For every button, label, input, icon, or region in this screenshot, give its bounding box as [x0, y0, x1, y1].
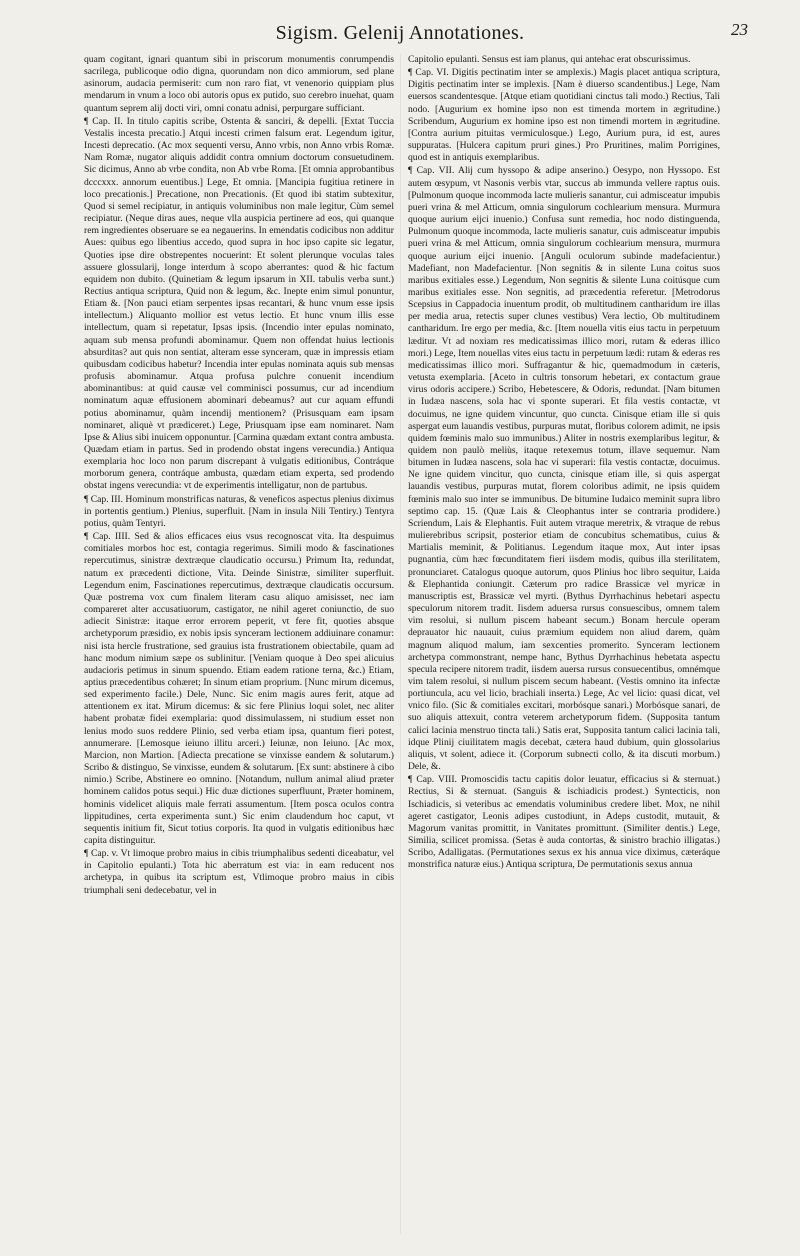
paragraph: ¶ Cap. III. Hominum monstrificas naturas, & veneficos aspectus plenius diximus in portentis gentium.) Plenius, superfluit. [Nam in insula Nili Tentiry.) Tentyra potius, quàm Tentyri.	[84, 493, 394, 529]
column-gutter	[400, 54, 401, 1234]
page-number: 23	[731, 20, 748, 39]
left-column	[84, 54, 394, 897]
paragraph: ¶ Cap. IIII. Sed & alios efficaces eius vsus recognoscat vita. Ita despuimus comitiales morbos hoc est, contagia regerimus. Simili modo & fascinationes repercutimus, sinistræ dextræque claudicatio occursu.) Primum Ita, redundat, natum ex præcedenti dictione, Vita. Deinde Sinistræ, similiter superfluit. Legendum enim, Fascinationes repercutimus, dextræque claudicatis occursum. Quæ postrema vox cum finalem literam casu aliquo amisisset, nec iam compareret alter accusatiuorum, castigator, ne nihil ageret coniunctio, de suo adiecit Sinistræ: itaque error errorem peperit, vt fere fit, quoties absque archetyporum præsidio, ex nobis ipsis synceram lectionem addiuinare conamur: nisi ista hercle frustratione, sed grauius ista frustrationem obiectabile, quam ad hanc modum nimium sæpe os sublinitur. [Veniam quoque à Deo spei alicuius audacioris petimus in sinum spuendo. Etiam eadem ratione terna, &c.) Etiam, aptius præcedentibus cohæret; In sinum etiam proprium. [Nunc mirum dicemus, sed experimento facile.) Dele, Nunc. Sic enim magis aures ferit, atque ad attentionem ex itat. Mirum dicemus: & sic fere Plinius loqui solet, nec aliter habent probatæ fidei exemplaria: quod dissimulassem, ni studium esset non lenius modo suos reddere Plinio, sed verba etiam ipsa, quantum fieri potest, annumerare. [Lemosque ieiuno illitu arceri.) Ieiunæ, non Ieiuno. [Ac mox, Marcion, non Martion. [Adiecta precatione se vinxisse eandem & solutarum.) Scribo & distinguo, Se vinxisse, eundem & solutarum. [Ex sunt: abstinere à cibo nimio.) Scribe, Abstinere eo omnino. [Notandum, nullum animal aliud præter hominem calidos potus sequi.) Hic duæ dictiones superfluunt, Præter hominem, hominis videlicet aliquis male ferrati assumentum. [Item posca oculos contra lippitudines, certa experimenta sunt.) Sic enim claudendum hoc caput, vt sequentis initium fit, Sicut totius corporis. Ita quod in vulgatis editionibus hæc capita distinguitur.	[84, 531, 394, 846]
page-header	[60, 18, 748, 52]
running-title: Sigism. Gelenij Annotationes.	[275, 22, 525, 44]
right-column	[408, 54, 720, 871]
paragraph: ¶ Cap. VII. Alij cum hyssopo & adipe anserino.) Oesypo, non Hyssopo. Est autem œsypum, vt Nasonis verbis vtar, succus ab immunda vellere raptus ouis. [Pulmonum quoque incommoda lacte mulieris sanantur, cui admisceatur impubis pueri vrina & mel Atticum, omnia singulorum cochlearium mensura. Murmura quoque aurium eijci inuenio.) Confusa sunt remedia, hoc nodo distinguenda, Pulmonum quoque incommoda, lacte mulieris sanatur, cuis admisceatur impubis pueri vrina & mel Atticum, omnia singulorum cochlearium mensura, murmura quoque aurium eijci inuenio. [Anguli oculorum subinde madefacientur.) Madefiant, non Madefacientur. [Non segnitis & in silente Luna coitus suos maribus exitiales esse.) Legendum, Non segnitis & silente Luna coitúsque cum maribus exitiales esse. Non segnitis, ad præcedentia referetur. [Metrodorus Scepsius in Cappadocia inuentum prodit, ob multitudinem cantharidum ire illas per media arua, retectis super clunes vestibus) Vera lectio, Ob multitudinem cantharidum. Ire ergo per media, &c. [Item nouella vitis eius tactu in perpetuum læditur. Vt ad noxiam res medicatissimas illico mori, rutam & ederas illico mori.) Lege, Item nouellas vites eius tactu in perpetuum lædi: rutam & ederas res medicatissimas illico mori. Suffragantur & hic, quemadmodum in cæteris, vetusta exemplaria. [Aceto in cultris tonsorum hebetari, ex contactum graue virus odoris accipere.) Scribo, Hebetescere, & Odoris, redundat. [Nam bitumen in Iudæa nascens, sola hac vi sponte superari. Et fila vestis contactæ, vt docuimus, ne igne quidem vincuntur, quo cuncta. Cinisque etiam ille si quis aspergat eum lauandis vestibus, purpuras mutat, floribus colorem adimit, ne ipsis quidem fœminis malo suo immunibus.) Aliter in nostris exemplaribus legitur, & quidem non paulò meliùs, itaque retexemus totum, illave sequemur. Nam bitumen in Iudæa nascens, sola hac vi superari: fila vestis contactæ, docuimus. Ne igne quidem vincitur, quo cuncta, cinisque etiam ille, si quis aspergat lauandis vestibus, purpuras mutat, florem coloribus adimit, ne ipsis quidem fœminis malo suo inter se immunibus. De bitumine Iudaico meminit supra libro septimo cap. 15. (Quæ Lais & Cleophantus inter se contraria prodidere.) Scriendum, Lais & Elephantis. Fuit autem vtraque meretrix, & vtraque de rebus mulierebribus scripsit, posterior etiam de concubitus schematibus, cuius & Martialis meminit, & Politianus. Legendum itaque mox, Aut inter ipsas pugnantia, cùm hæc fœcunditatem fieri iisdem modis, quibus illa sterilitatem, pronunciaret. Catalogus quoque autorum, quos Plinius hoc libro sequitur, Laida & Elephantida coniungit. Cæterum pro radice Brassicæ vel myricæ in manuscriptis est, Brassicæ vel myrti. (Bythus Dyrrhachinus hebetari aspectu speculorum nitorem tradit. Iisdem aduersa rursus consuescibus, omnem talem vim resolui, si nullum piscem habeant secum.) Bonam hercule operam deprauator hic nauauit, cuius præmium equidem non aliud darem, quàm magnum aliquod malum, iam sexcenties promerito. Synceram lectionem archetypa commonstrant, nempe hanc, Bythus Dyrrhachinus hebetata aspectu specula recipere nitorem tradit, iisdem auersa rursus consuecentibus, omnémque vim talem resolui, si nullum piscem secum habeant. (Vestis omnino ita infectæ portiuncula, acu vel licio, brachiali inserta.) Lege, Ac vel licio: quasi dicat, vel vnico filo. (Sic & comitiales excitari, morbósque sanari.) Morbósque sanari, de suo aliquis attexuit, contra veterem archetyporum fidem. (Supposita tantum calici lacinia menstruo tincta tali.) Satis erat, Supposita tantum calici lacinia tali, idque Plinij ciuilitatem magis decebat, cætera haud dubium, quin glossolarius aliquis, vt solent, adiece it. (Corporum subnecti collo, & ita discuti morbum.) Dele, &.	[408, 165, 720, 773]
paragraph: ¶ Cap. II. In titulo capitis scribe, Ostenta & sanciri, & depelli. [Extat Tuccia Vestalis incesta precatio.] Atqui incesti crimen falsum erat. Legendum igitur, Incesti deprecatio. (Ac mox sequenti versu, Anno vrbis, non Anno vrbis Romæ. Nam Romæ, nugator aliquis addidit contra omnium doctorum consuetudinem. Sic dicimus, Anno ab vrbe condita, non Ab vrbe Roma. [Et omnia approbantibus dcccxxx. annorum euentibus.] Lege, Et omnia. [Mancipia fugitiua retinere in loco precationis.] Precatione, non Precationis. (Et quod ibi statim subtexitur, Quod si semel recipiatur, in antiquis voluminibus non male legitur, Cùm semel recipiatur. (Neque diras aues, neque vlla auspicia pertinere ad eos, qui quanque rem ingredientes obseruare se ea negauerins. In emendatis codicibus non additur Aues: quibus ego libentius accedo, quod supra in hoc ipso capite sic legatur, Quoties ipse dire obstrepentes nocuerint: Et solent plerunque voculas tales assuere glossularij, longe interdum à scopo aberrantes: quod & hic factum equidem non dubito. (Quinetiam & legum ipsarum in XII. tabulis verba sunt.) Rectius antiqua scriptura, Quid non & legum, &c. Inepte enim simul ponuntur, Etiam &. [Non pauci etiam serpentes ipsas recantari, & hunc vnum esse ipsis intellectum.) Aliquanto mollior est vetus lectio. Et hunc vnum illis esse intellectum, quam si repetatur, Ipsas ipsis. (Incendio inter epulas nominato, aquam sub mensa profundi abominamur. Quem non offendat huius lectionis absurditas? aut quis non sentiat, alteram esse synceram, quæ in impressis etiam quibusdam codicibus habetur? Incendia inter epulas nominata aquis sub mensas profusis abominamur. Atqua profusa pulchre conuenit incendium abominantibus: at quid causæ vel comminisci possumus, cur ad incendium nominatum aquæ effusionem abominari debeamus? aut cur aquam effundi potius abominamur, quàm incendij mentionem? (Prisusquam eam ipsam nominaret, aliquè vt prædiceret.) Lege, Priusquam ipse eam nominaret. Nam Ipse & Alius sibi inuicem opponuntur. [Carmina quædam extant contra ambusta. Quædam etiam in partus. Sed in prodendo obstat ingens verecundia.) Antiqua exemplaria hoc loco non parum discrepant à vulgatis editionibus, Contráque morborum genera, contráque ambusta, quædam etiam experta, sed prodendo obstat ingens verecundia: vt de experimentis intelligatur, non de partubus.	[84, 115, 394, 492]
paragraph: ¶ Cap. VIII. Promoscidis tactu capitis dolor leuatur, efficacius si & sternuat.) Rectius, Si & sternuat. (Sanguis & ischiadicis prodest.) Syntecticis, non Ischiadicis, si veteribus ac emendatis voluminibus credere libet. Mox, ne nihil ageret castigator, Leonis adipes custodiunt, in Adeps custodit, mutauit, & Magorum vanitas promittit, in Vanitates promittunt. (Similiter dentis.) Lege, Similia, scilicet promissa. (Setas è auda contortas, & sinistro brachio illigatas.) Scribo, Adalligatas. (Permutationes sexus ex his annua vice diximus, cæteráque monstrifica naturæ eius.) Antiqua scriptura, De permutationis sexus annua	[408, 774, 720, 871]
paragraph: quam cogitant, ignari quantum sibi in priscorum monumentis conrumpendis sacrilega, publicoque odio digna, quorundam non dico ammiorum, sed plane asinorum, audacia permiserit: cum non raro fiat, vt venenorio quippiam plus mendarum in vnum a loco obi autoris opus ex putido, suo cerebro inuehat, quam quantum seprem alij docti viri, omni conatu adnisi, perpurgare sufficiant.	[84, 54, 394, 114]
paragraph: ¶ Cap. v. Vt limoque probro maius in cibis triumphalibus sedenti diceabatur, vel in Capitolio epulanti.) Tota hic aberratum est via: in eam reducent nos archetypa, in quibus ita scriptum est, Vtlimoque probro maius in cibis triumphali seni dedecebatur, vel in	[84, 848, 394, 896]
paragraph: Capitolio epulanti. Sensus est iam planus, qui antehac erat obscurissimus.	[408, 54, 691, 65]
paragraph: ¶ Cap. VI. Digitis pectinatim inter se amplexis.) Magis placet antiqua scriptura, Digitis pectinatim inter se implexis. [Nam è diuerso scandentibus.] Lege, Nam euersos scandentesque. [Atque etiam quotidiani cinctus tali modo.) Rectius, Tali nodo. [Augurium ex homine ipso non est timenda mortem in ægritudine.) Scribendum, Augurium ex homine ipso est non timendi mortem in ægritudine. [Contra aurium pituitas vermiculosque.) Lego, Aurium pura, id est, aures suppuratas. [Hulcera capitum pruri gines.) Pro Pruritines, malim Porrigines, quod est in antiquis exemplaribus.	[408, 67, 720, 164]
